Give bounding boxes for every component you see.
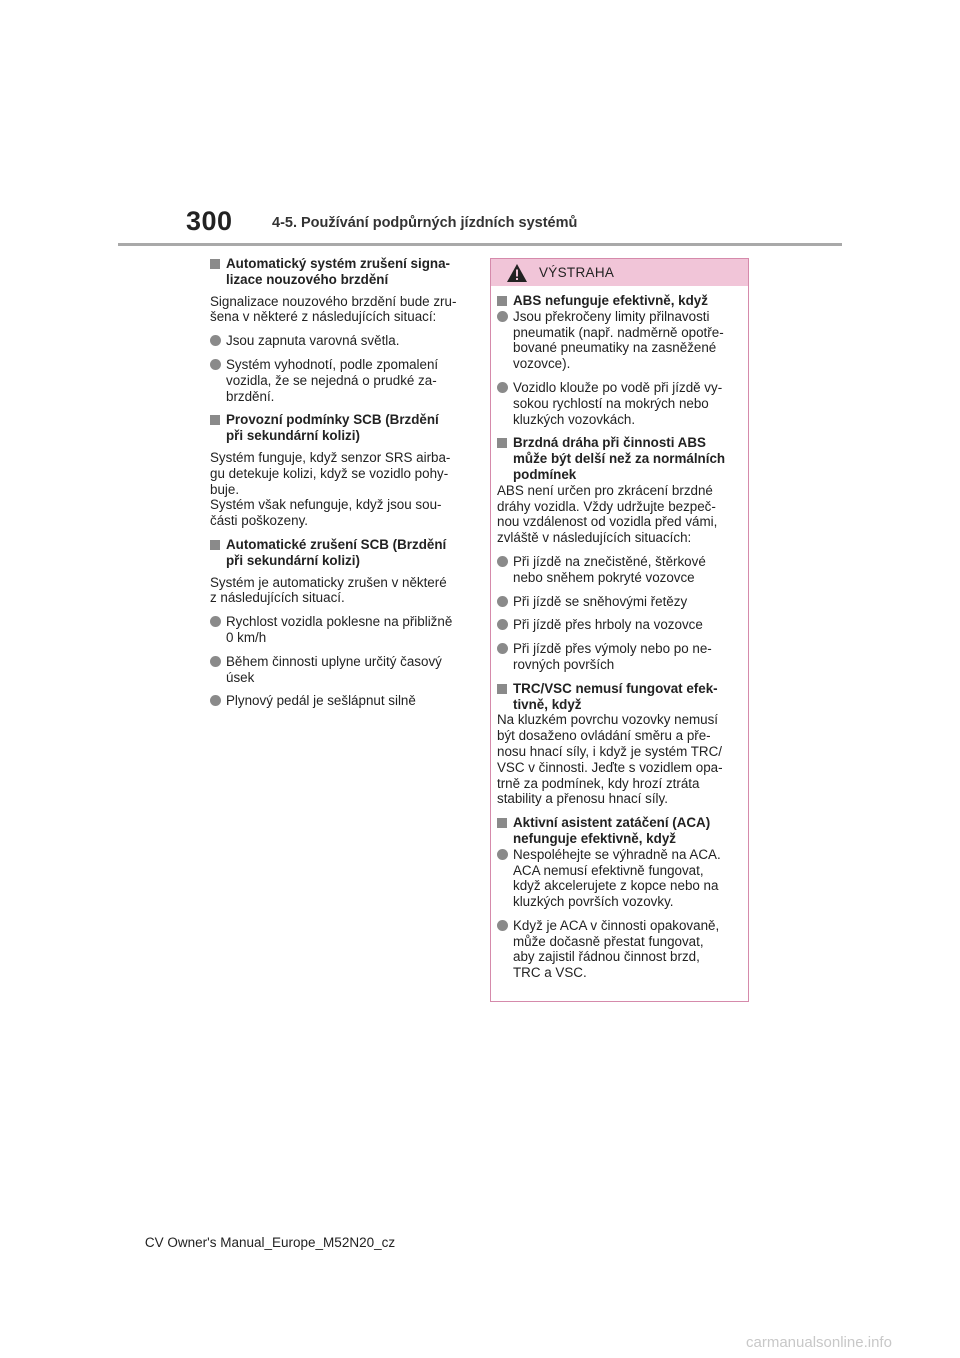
square-bullet-icon <box>210 540 220 550</box>
paragraph: Systém funguje, když senzor SRS airba- gu detekuje kolizi, když se vozidlo pohy- buje. Systém však nefunguje, když jsou sou- části poškozeny. <box>210 449 451 529</box>
left-column <box>210 256 468 717</box>
paragraph: ABS není určen pro zkrácení brzdné dráhy vozidla. Vždy udržujte bezpeč- nou vzdálenost od vozidla před vámi, zvláště v následujících situacích: <box>497 482 718 546</box>
square-bullet-icon <box>497 438 507 448</box>
round-bullet-icon <box>210 616 221 627</box>
paragraph: Systém je automaticky zrušen v některé z následujících situací. <box>210 574 447 606</box>
round-bullet-icon <box>497 382 508 393</box>
list-item: Systém vyhodnotí, podle zpomalení vozidla, že se nejedná o prudké za- brzdění. <box>210 357 468 404</box>
header-divider <box>118 243 842 246</box>
list-item: Během činnosti uplyne určitý časový úsek <box>210 654 468 686</box>
square-bullet-icon <box>210 259 220 269</box>
round-bullet-icon <box>210 335 221 346</box>
list-item: Vozidlo klouže po vodě při jízdě vy- sokou rychlostí na mokrých nebo kluzkých vozovkách. <box>497 380 742 427</box>
round-bullet-icon <box>497 556 508 567</box>
warning-title: VÝSTRAHA <box>539 265 615 280</box>
list-item: Jsou zapnuta varovná světla. <box>210 333 468 349</box>
square-bullet-icon <box>210 415 220 425</box>
heading-abs: ABS nefunguje efektivně, když <box>497 293 742 309</box>
paragraph: Signalizace nouzového brzdění bude zru- šena v některé z následujících situací: <box>210 293 457 325</box>
list-item: Při jízdě přes výmoly nebo po ne- rovných površích <box>497 641 742 673</box>
round-bullet-icon <box>210 695 221 706</box>
list-item: Nespoléhejte se výhradně na ACA. ACA nemusí efektivně fungovat, když akcelerujete z kopce nebo na kluzkých površích vozovky. <box>497 847 742 910</box>
heading-scb-auto-cancel: Automatické zrušení SCB (Brzdění při sekundární kolizi) <box>210 537 468 569</box>
round-bullet-icon <box>497 643 508 654</box>
list-item: Plynový pedál je sešlápnut silně <box>210 693 468 709</box>
square-bullet-icon <box>497 684 507 694</box>
warning-triangle-icon <box>506 263 528 283</box>
list-item: Při jízdě přes hrboly na vozovce <box>497 617 742 633</box>
warning-body <box>491 286 748 981</box>
page-header <box>118 206 842 250</box>
round-bullet-icon <box>497 311 508 322</box>
warning-header <box>491 259 748 286</box>
heading-scb-conditions: Provozní podmínky SCB (Brzdění při sekundární kolizi) <box>210 412 468 444</box>
warning-box <box>490 258 749 1002</box>
page-number: 300 <box>186 206 233 236</box>
round-bullet-icon <box>497 619 508 630</box>
round-bullet-icon <box>497 596 508 607</box>
heading-aca: Aktivní asistent zatáčení (ACA) nefunguje efektivně, když <box>497 815 742 847</box>
round-bullet-icon <box>497 920 508 931</box>
list-item: Rychlost vozidla poklesne na přibližně 0 km/h <box>210 614 468 646</box>
round-bullet-icon <box>497 849 508 860</box>
square-bullet-icon <box>497 296 507 306</box>
list-item: Jsou překročeny limity přilnavosti pneumatik (např. nadměrně opotře- bované pneumatiky na zasněžené vozovce). <box>497 309 742 372</box>
round-bullet-icon <box>210 656 221 667</box>
round-bullet-icon <box>210 359 221 370</box>
section-title: 4-5. Používání podpůrných jízdních systémů <box>272 215 578 231</box>
heading-trc-vsc: TRC/VSC nemusí fungovat efek- tivně, když <box>497 681 742 713</box>
heading-hazard-cancel: Automatický systém zrušení signa- lizace nouzového brzdění <box>210 256 468 288</box>
list-item: Při jízdě na znečistěné, štěrkové nebo sněhem pokryté vozovce <box>497 554 742 586</box>
watermark: carmanualsonline.info <box>746 1334 892 1351</box>
footer-manual-name: CV Owner's Manual_Europe_M52N20_cz <box>144 1235 396 1250</box>
heading-braking-distance: Brzdná dráha při činnosti ABS může být delší než za normálních podmínek <box>497 435 742 482</box>
list-item: Při jízdě se sněhovými řetězy <box>497 594 742 610</box>
paragraph: Na kluzkém povrchu vozovky nemusí být dosaženo ovládání směru a pře- nosu hnací síly, i když je systém TRC/ VSC v činnosti. Jeďte s vozidlem opa- trně za podmínek, kdy hrozí ztráta stability a přenosu hnací síly. <box>497 712 723 807</box>
square-bullet-icon <box>497 818 507 828</box>
list-item: Když je ACA v činnosti opakovaně, může dočasně přestat fungovat, aby zajistil řádnou činnost brzd, TRC a VSC. <box>497 918 742 981</box>
